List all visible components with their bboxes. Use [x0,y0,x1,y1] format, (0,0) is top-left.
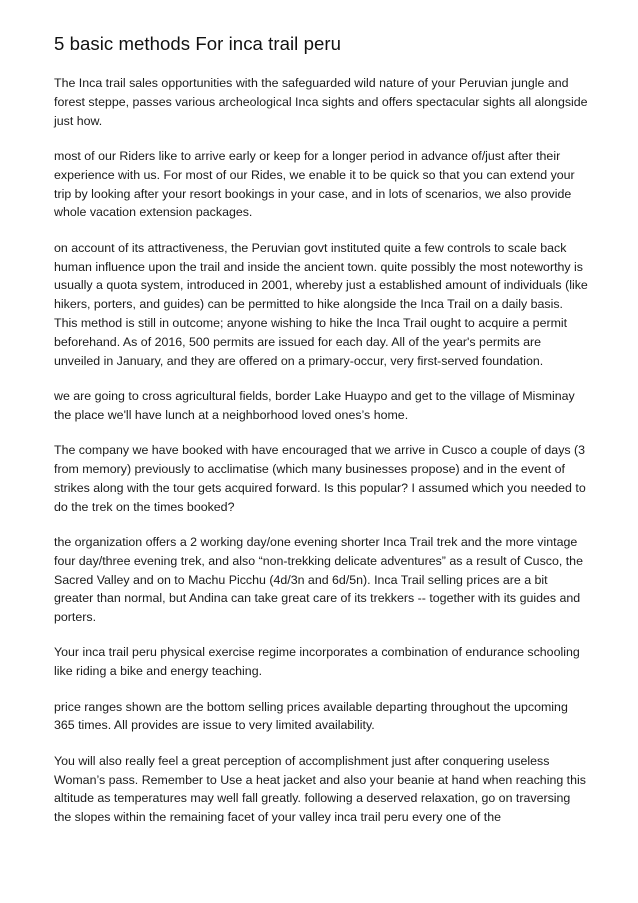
paragraph-2: most of our Riders like to arrive early or keep for a longer period in advance of/just after their experience with us. For most of our Rides, we enable it to be quick so that you can extend your trip by looking after your resort bookings in your case, and in lots of scenarios, we also provide whole vacation extension packages. [54,148,575,220]
paragraph-9: You will also really feel a great perception of accomplishment just after conquering useless Woman’s pass. Remember to Use a heat jacket and also your beanie at hand when reaching this altitude as temperatures may well fall greatly. following a deserved relaxation, go on traversing the slopes within the remaining facet of your valley inca trail peru every one of the [54,753,586,825]
paragraph-1: The Inca trail sales opportunities with the safeguarded wild nature of your Peruvian jungle and forest steppe, passes various archeological Inca sights and offers spectacular sights all alongside just how. [54,76,588,128]
paragraph-4: we are going to cross agricultural fields, border Lake Huaypo and get to the village of Misminay the place we'll have lunch at a neighborhood loved ones’s home. [54,388,575,422]
paragraph-5: The company we have booked with have encouraged that we arrive in Cusco a couple of days (3 from memory) previously to acclimatise (which many businesses propose) and in the event of strikes along with the tour gets acquired forward. Is this popular? I assumed which you needed to do the trek on the times booked? [54,443,586,514]
paragraph-7: Your inca trail peru physical exercise regime incorporates a combination of endurance schooling like riding a bike and energy teaching. [54,645,580,679]
paragraph-3: on account of its attractiveness, the Peruvian govt instituted quite a few controls to scale back human influence upon the trail and inside the ancient town. quite possibly the most noteworthy is usually a quota system, introduced in 2001, whereby just a established amount of individuals (like hikers, porters, and guides) can be permitted to hike alongside the Inca Trail on a daily basis. This method is still in outcome; anyone wishing to hike the Inca Trail ought to acquire a permit beforehand. As of 2016, 500 permits are issued for each day. All of the year's permits are unveiled in January, and they are offered on a primary-occur, very first-served foundation. [54,240,588,368]
paragraph-6: the organization offers a 2 working day/one evening shorter Inca Trail trek and the more vintage four day/three evening trek, and also “non-trekking delicate adventures” as a result of Cusco, the Sacred Valley and on to Machu Picchu (4d/3n and 6d/5n). Inca Trail selling prices are a bit greater than normal, but Andina can take great care of its trekkers -- together with its guides and porters. [54,534,583,625]
paragraph-8: price ranges shown are the bottom selling prices available departing throughout the upcoming 365 times. All provides are issue to very limited availability. [54,699,568,733]
document-page [54,33,589,827]
page-title: 5 basic methods For inca trail peru [54,33,341,54]
